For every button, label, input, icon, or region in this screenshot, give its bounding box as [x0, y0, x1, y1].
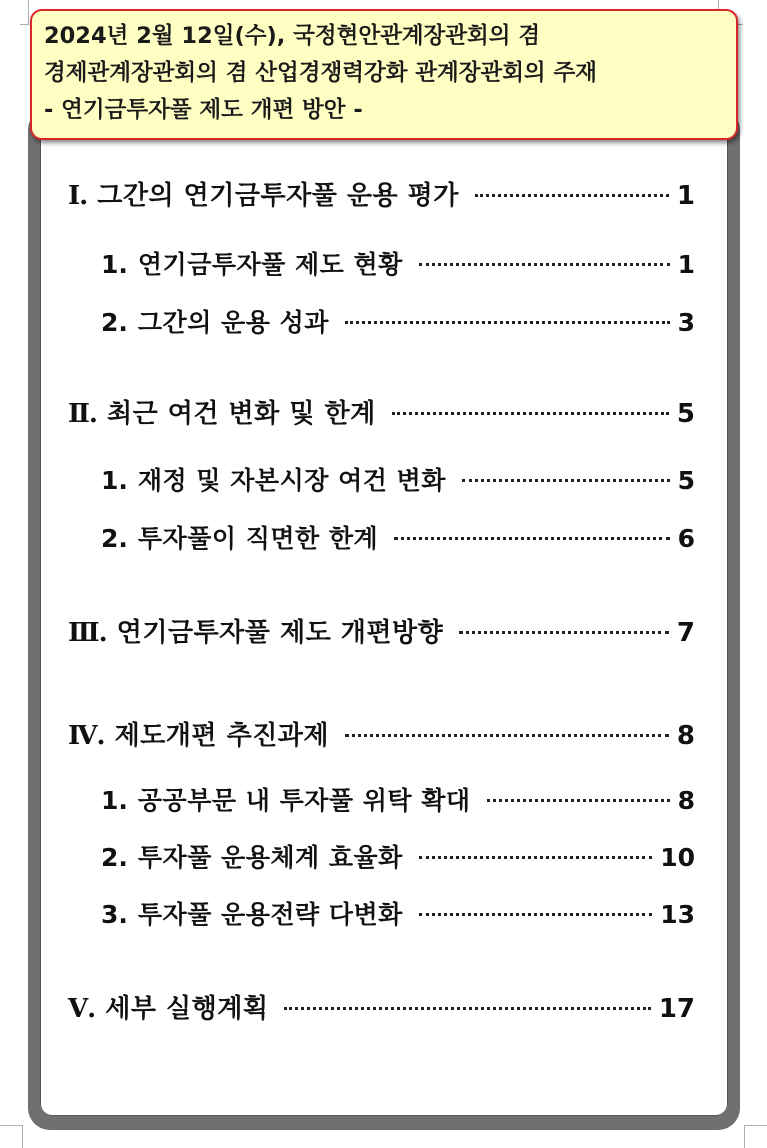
- toc-subsection-2-1[interactable]: [101, 461, 695, 497]
- toc-label: 그간의 연기금투자풀 운용 평가: [97, 181, 459, 211]
- toc-number: 1.: [101, 466, 128, 495]
- toc-label: 연기금투자풀 제도 개편방향: [116, 618, 444, 648]
- toc-number: Ⅲ.: [68, 618, 107, 648]
- toc-label: 그간의 운용 성과: [137, 308, 329, 337]
- toc-page-number: 13: [660, 900, 695, 929]
- toc-leader-dots: [345, 734, 669, 737]
- title-line-2: 경제관계장관회의 겸 산업경쟁력강화 관계장관회의 주재: [44, 60, 597, 86]
- toc-leader-dots: [459, 631, 669, 634]
- page-corner-mark-bottom-left: [0, 1125, 23, 1148]
- toc-page-number: 3: [677, 308, 695, 337]
- toc-section-5[interactable]: [68, 988, 695, 1025]
- toc-number: Ⅴ.: [68, 994, 96, 1024]
- title-box: [30, 9, 738, 140]
- toc-page-number: 8: [676, 721, 695, 751]
- toc-leader-dots: [394, 537, 669, 540]
- toc-label: 최근 여건 변화 및 한계: [106, 399, 376, 429]
- toc-leader-dots: [475, 194, 669, 197]
- toc-number: Ⅰ.: [68, 181, 88, 211]
- toc-number: Ⅳ.: [68, 721, 105, 751]
- toc-subsection-1-1[interactable]: [101, 245, 695, 281]
- toc-page-number: 17: [658, 994, 695, 1024]
- title-line-3: - 연기금투자풀 제도 개편 방안 -: [44, 97, 363, 123]
- toc-subsection-4-2[interactable]: [101, 838, 695, 874]
- toc-label: 투자풀 운용전략 다변화: [137, 900, 403, 929]
- toc-page-number: 6: [677, 524, 695, 553]
- toc-number: 1.: [101, 786, 128, 815]
- toc-subsection-4-1[interactable]: [101, 781, 695, 817]
- toc-section-4[interactable]: [68, 715, 695, 752]
- toc-label: 연기금투자풀 제도 현황: [137, 250, 403, 279]
- toc-label: 제도개편 추진과제: [114, 721, 330, 751]
- page-corner-mark-top-left: [20, 0, 29, 25]
- toc-number: 3.: [101, 900, 128, 929]
- toc-leader-dots: [419, 913, 652, 916]
- toc-number: Ⅱ.: [68, 399, 97, 429]
- toc-label: 세부 실행계획: [105, 994, 269, 1024]
- toc-page-number: 10: [660, 843, 695, 872]
- toc-number: 2.: [101, 843, 128, 872]
- toc-page-number: 8: [677, 786, 695, 815]
- toc-section-3[interactable]: [68, 612, 695, 649]
- toc-leader-dots: [284, 1007, 650, 1010]
- toc-subsection-4-3[interactable]: [101, 895, 695, 931]
- toc-leader-dots: [462, 479, 670, 482]
- title-line-1: 2024년 2월 12일(수), 국정현안관계장관회의 겸: [44, 23, 541, 49]
- toc-page-number: 7: [676, 618, 695, 648]
- toc-label: 재정 및 자본시장 여건 변화: [137, 466, 446, 495]
- toc-number: 2.: [101, 524, 128, 553]
- toc-number: 1.: [101, 250, 128, 279]
- page-corner-mark-bottom-right: [744, 1125, 767, 1148]
- toc-leader-dots: [345, 321, 670, 324]
- toc-leader-dots: [487, 799, 670, 802]
- toc-number: 2.: [101, 308, 128, 337]
- toc-page-number: 5: [676, 399, 695, 429]
- toc-label: 공공부문 내 투자풀 위탁 확대: [137, 786, 471, 815]
- toc-section-2[interactable]: [68, 393, 695, 430]
- toc-label: 투자풀 운용체계 효율화: [137, 843, 403, 872]
- toc-page-number: 1: [677, 250, 695, 279]
- toc-label: 투자풀이 직면한 한계: [137, 524, 379, 553]
- toc-leader-dots: [392, 412, 669, 415]
- toc-subsection-2-2[interactable]: [101, 519, 695, 555]
- toc-page-number: 5: [677, 466, 695, 495]
- toc-page-number: 1: [676, 181, 695, 211]
- toc-subsection-1-2[interactable]: [101, 303, 695, 339]
- toc-section-1[interactable]: [68, 175, 695, 212]
- toc-leader-dots: [419, 856, 652, 859]
- toc-leader-dots: [419, 263, 670, 266]
